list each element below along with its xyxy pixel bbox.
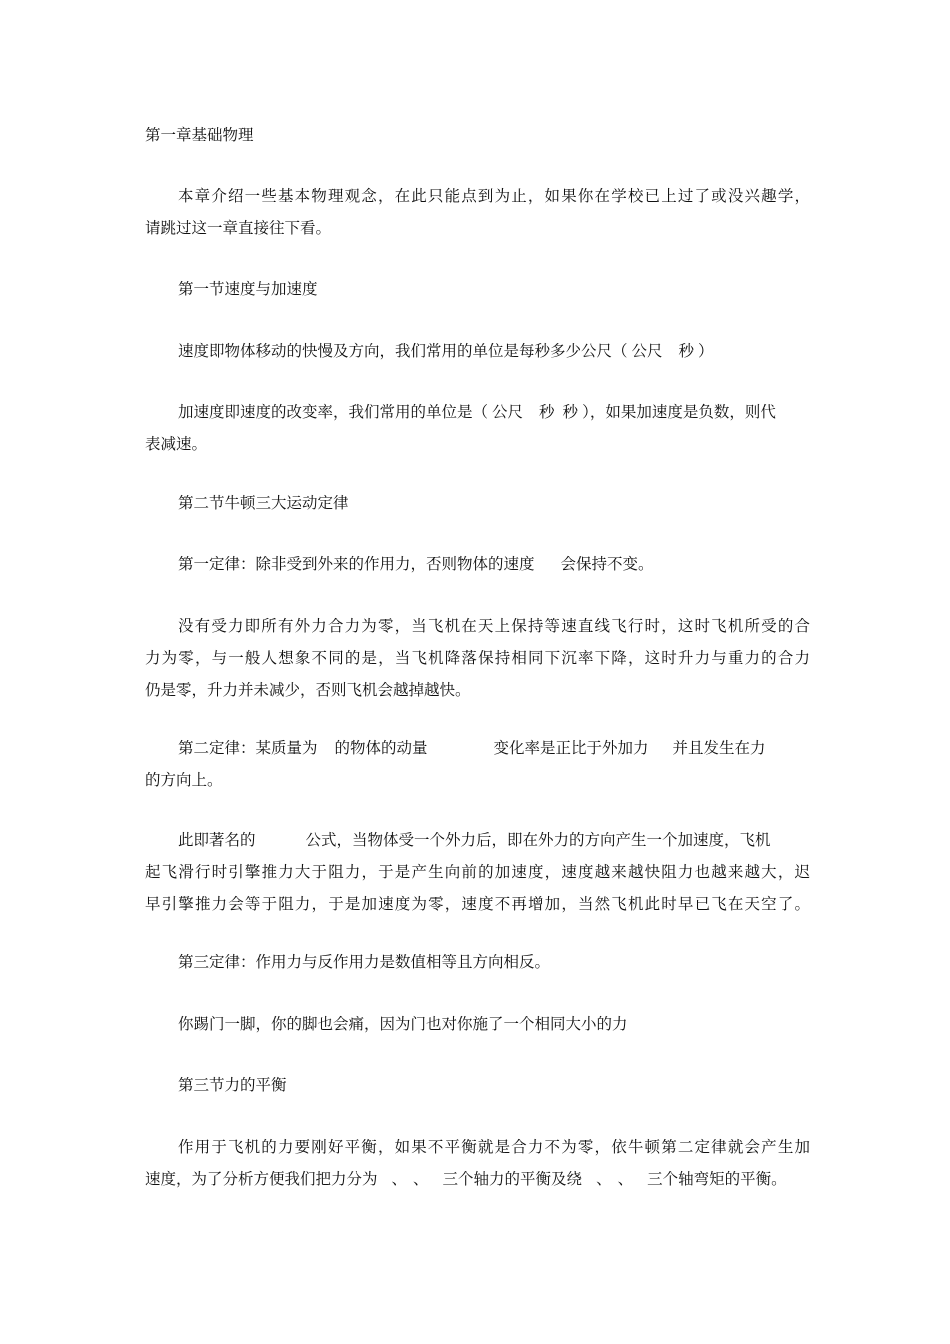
law2-paragraph: 第二定律：某质量为 的物体的动量 变化率是正比于外加力 并且发生在力 的方向上。 — [145, 739, 766, 789]
law3-explanation: 你踢门一脚，你的脚也会痛，因为门也对你施了一个相同大小的力 — [178, 1015, 628, 1033]
law3-paragraph: 第三定律：作用力与反作用力是数值相等且方向相反。 — [178, 953, 551, 971]
velocity-paragraph: 速度即物体移动的快慢及方向，我们常用的单位是每秒多少公尺（ 公尺 秒 ） — [178, 342, 714, 360]
section3-title: 第三节力的平衡 — [178, 1076, 287, 1094]
balance-paragraph: 作用于飞机的力要刚好平衡，如果不平衡就是合力不为零，依牛顿第二定律就会产生加 速度，为了分析方便我们把力分为 、 、 三个轴力的平衡及绕 、 、 三个轴弯矩的平衡。 — [145, 1138, 810, 1188]
acceleration-paragraph: 加速度即速度的改变率，我们常用的单位是（ 公尺 秒 秒 ），如果加速度是负数，则代 表减速。 — [145, 403, 776, 453]
law1-paragraph: 第一定律：除非受到外来的作用力，否则物体的速度 会保持不变。 — [178, 555, 654, 573]
law1-explanation: 没有受力即所有外力合力为零，当飞机在天上保持等速直线飞行时，这时飞机所受的合 力为零，与一般人想象不同的是，当飞机降落保持相同下沉率下降，这时升力与重力的合力 仍是零，升力并未减少，否则飞机会越掉越快。 — [145, 617, 810, 699]
law2-explanation: 此即著名的 公式，当物体受一个外力后，即在外力的方向产生一个加速度，飞机 起飞滑行时引擎推力大于阻力，于是产生向前的加速度，速度越来越快阻力也越来越大，迟 早引擎推力会等于阻力，于是加速度为零，速度不再增加，当然飞机此时早已飞在天空了。 — [145, 831, 810, 913]
chapter-title: 第一章基础物理 — [145, 126, 254, 144]
intro-paragraph: 本章介绍一些基本物理观念，在此只能点到为止，如果你在学校已上过了或没兴趣学， 请跳过这一章直接往下看。 — [145, 187, 810, 237]
section1-title: 第一节速度与加速度 — [178, 280, 318, 298]
section2-title: 第二节牛顿三大运动定律 — [178, 494, 349, 512]
